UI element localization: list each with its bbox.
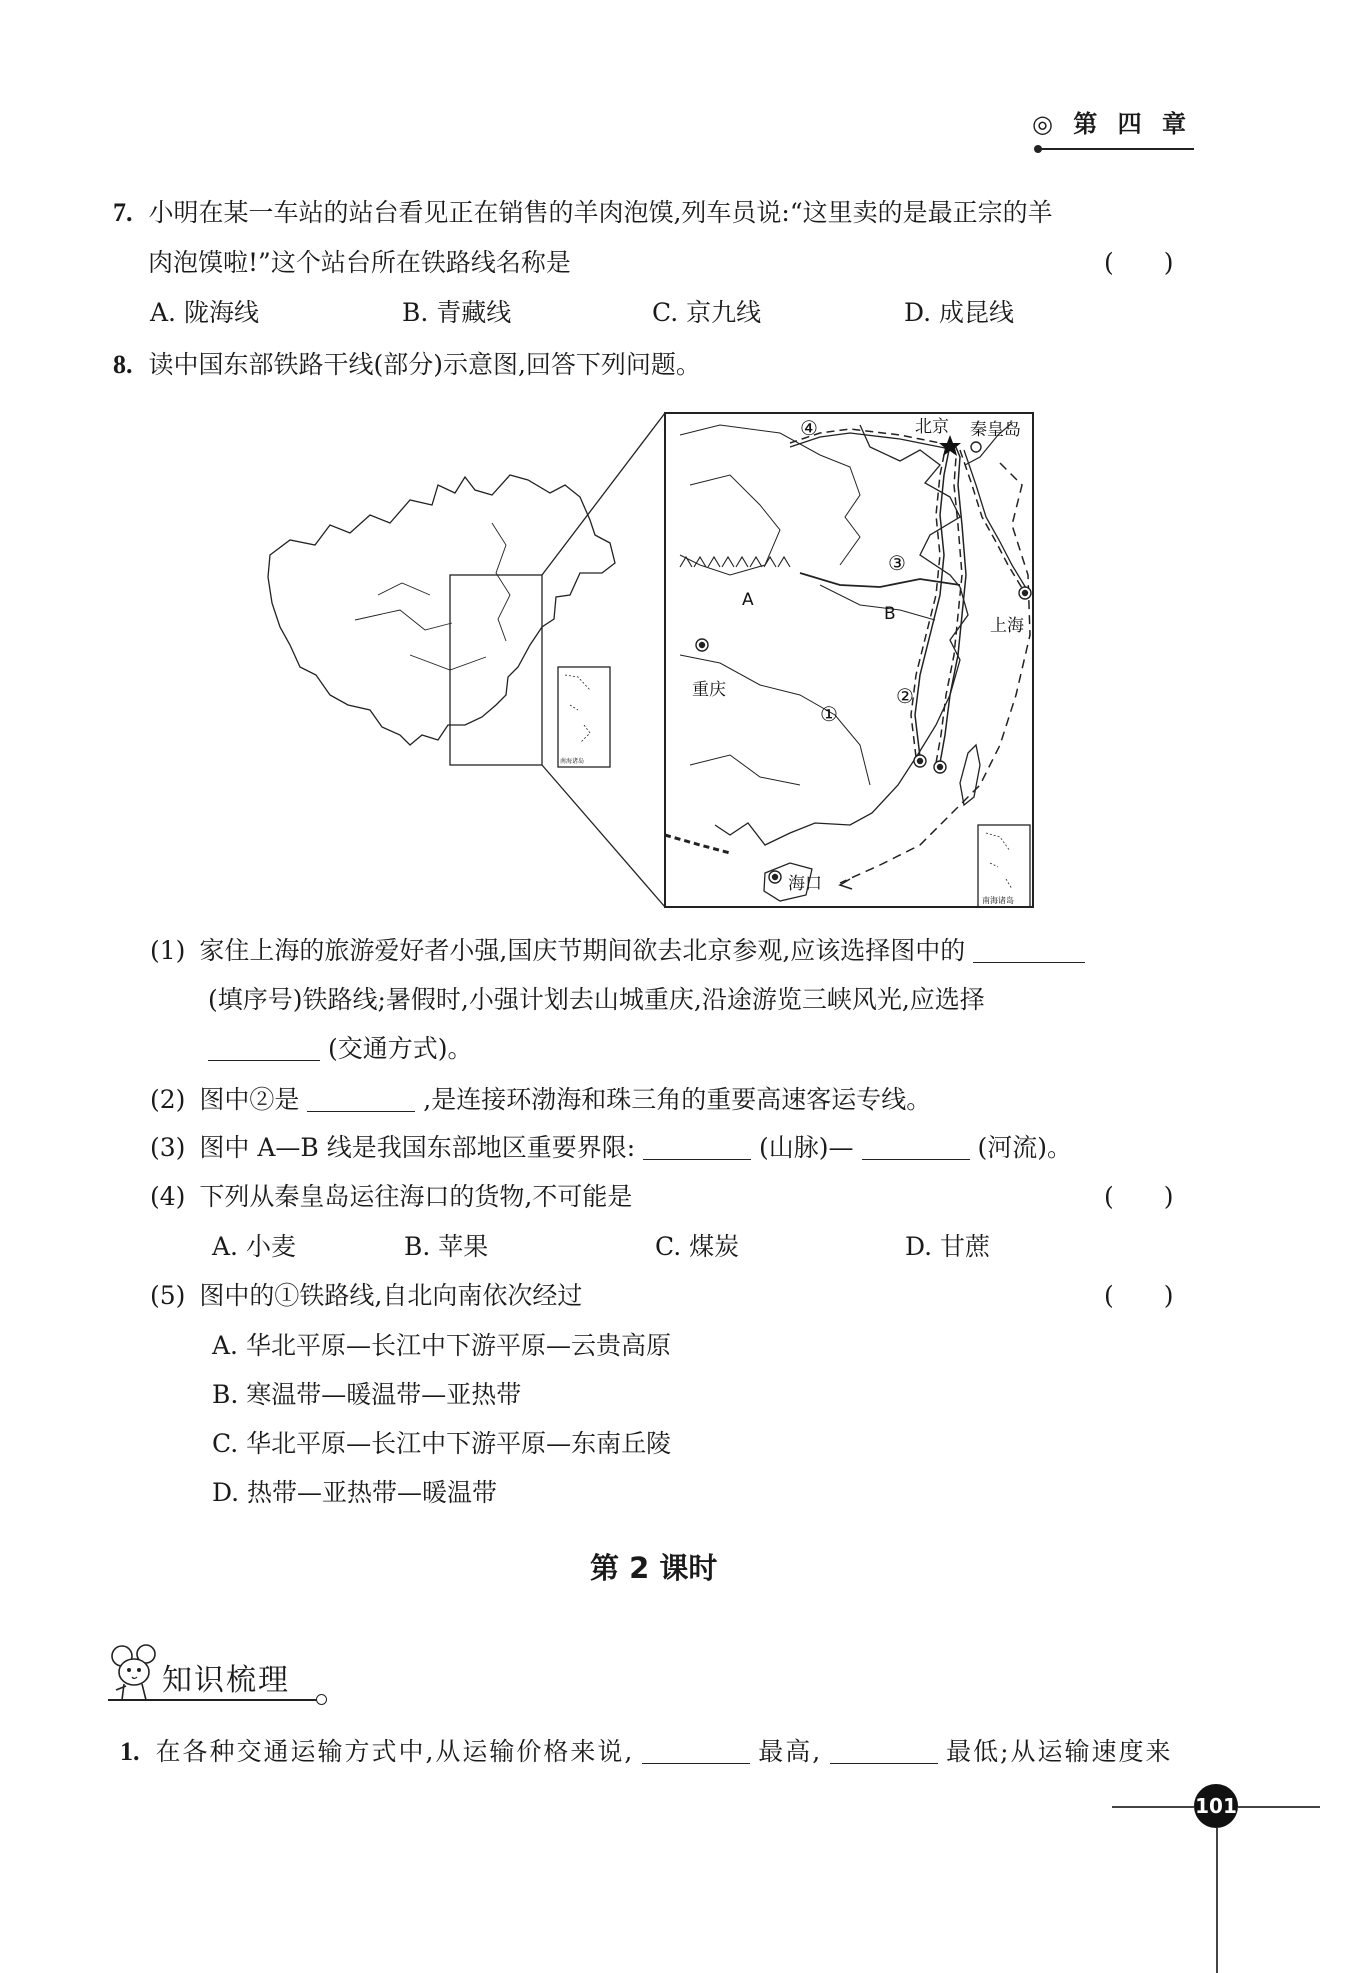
coastal-shipping-route bbox=[840, 463, 1030, 883]
q8-sub5-option-c: C. 华北平原—长江中下游平原—东南丘陵 bbox=[212, 1429, 672, 1458]
q8-sub5-num: (5) bbox=[150, 1281, 186, 1310]
q8-sub4-option-a: A. 小麦 bbox=[212, 1232, 296, 1261]
q8-sub4-option-b: B. 苹果 bbox=[404, 1232, 489, 1261]
map-label-b: B bbox=[884, 604, 896, 624]
q8-sub2-line bbox=[150, 1085, 931, 1115]
q8-sub1-text1: 家住上海的旅游爱好者小强,国庆节期间欲去北京参观,应该选择图中的 bbox=[199, 936, 966, 965]
q8-sub5-line bbox=[150, 1281, 582, 1311]
section-rule bbox=[108, 1699, 318, 1701]
q8-number: 8. bbox=[113, 350, 133, 379]
map-label-chongqing: 重庆 bbox=[692, 680, 726, 700]
q8-sub3-line bbox=[150, 1133, 1072, 1163]
q7-number: 7. bbox=[113, 198, 133, 227]
q8-sub2-blank[interactable] bbox=[307, 1085, 415, 1112]
map-label-inset-zoomed: 南海诸岛 bbox=[982, 896, 1014, 905]
q8-sub1-line3 bbox=[208, 1034, 472, 1064]
q8-sub1-text2: (填序号)铁路线;暑假时,小强计划去山城重庆,沿途游览三峡风光,应选择 bbox=[208, 985, 985, 1014]
map-label-railway-1: ① bbox=[820, 702, 838, 726]
chapter-header: ◎ 第 四 章 bbox=[1031, 110, 1192, 138]
k1-text-b: 最高, bbox=[758, 1737, 823, 1766]
q7-text-line2: 肉泡馍啦!”这个站台所在铁路线名称是 bbox=[148, 248, 571, 277]
map-label-haikou: 海口 bbox=[788, 874, 822, 894]
qinling-huaihe-line bbox=[800, 573, 960, 587]
page-rule-right bbox=[1238, 1806, 1320, 1808]
mouse-mascot-icon bbox=[106, 1642, 166, 1704]
section-title: 知识梳理 bbox=[162, 1663, 290, 1698]
q8-sub5-text: 图中的①铁路线,自北向南依次经过 bbox=[199, 1281, 583, 1310]
lesson-title: 第 2 课时 bbox=[590, 1551, 718, 1585]
q8-sub3-blank-river[interactable] bbox=[862, 1133, 970, 1160]
q7-option-b: B. 青藏线 bbox=[402, 298, 512, 327]
page-rule-vertical bbox=[1216, 1828, 1218, 1973]
map-highlight-rect bbox=[450, 575, 542, 765]
q8-sub4-paren: ( ) bbox=[1104, 1182, 1174, 1211]
q8-sub1-blank1[interactable] bbox=[973, 936, 1085, 963]
q8-sub5-paren: ( ) bbox=[1104, 1281, 1174, 1310]
q8-sub3-text-b: (山脉)— bbox=[759, 1133, 854, 1162]
q8-sub2-text-b: ,是连接环渤海和珠三角的重要高速客运专线。 bbox=[423, 1085, 932, 1114]
q7-option-d: D. 成昆线 bbox=[904, 298, 1015, 327]
q7-answer-paren: ( ) bbox=[1104, 248, 1174, 277]
q8-sub2-text-a: 图中②是 bbox=[199, 1085, 300, 1114]
map-label-beijing: 北京 bbox=[915, 417, 949, 437]
map-label-qinhuangdao: 秦皇岛 bbox=[970, 420, 1021, 440]
q8-sub5-option-d: D. 热带—亚热带—暖温带 bbox=[212, 1478, 498, 1507]
q8-sub1-line1 bbox=[150, 936, 1085, 966]
section-dot bbox=[316, 1694, 327, 1705]
map-label-railway-3: ③ bbox=[888, 551, 906, 575]
k1-number: 1. bbox=[120, 1737, 140, 1766]
q8-sub1-text3: (交通方式)。 bbox=[327, 1034, 473, 1063]
q8-stem: 读中国东部铁路干线(部分)示意图,回答下列问题。 bbox=[148, 350, 701, 379]
map-label-railway-2: ② bbox=[896, 684, 914, 708]
q8-sub2-num: (2) bbox=[150, 1085, 186, 1114]
q8-sub4-text: 下列从秦皇岛运往海口的货物,不可能是 bbox=[199, 1182, 633, 1211]
page-number: 101 bbox=[1194, 1784, 1238, 1828]
header-rule bbox=[1040, 148, 1194, 150]
china-outline bbox=[268, 475, 615, 745]
q8-sub3-blank-mountain[interactable] bbox=[643, 1133, 751, 1160]
k1-text-c: 最低;从运输速度来 bbox=[946, 1737, 1173, 1766]
small-inset-box bbox=[558, 667, 610, 767]
k1-blank-lowest[interactable] bbox=[830, 1737, 938, 1764]
q8-sub4-line bbox=[150, 1182, 632, 1212]
q8-sub3-text-c: (河流)。 bbox=[977, 1133, 1072, 1162]
q8-sub4-num: (4) bbox=[150, 1182, 186, 1211]
q8-sub1-blank2[interactable] bbox=[208, 1034, 320, 1061]
map-label-railway-4: ④ bbox=[800, 416, 818, 440]
q8-stem-line bbox=[113, 350, 701, 380]
q7-option-a: A. 陇海线 bbox=[150, 298, 259, 327]
map-label-shanghai: 上海 bbox=[990, 616, 1024, 636]
q8-sub4-option-d: D. 甘蔗 bbox=[905, 1232, 991, 1261]
map-label-inset-small: 南海诸岛 bbox=[560, 758, 585, 765]
k1-text-a: 在各种交通运输方式中,从运输价格来说, bbox=[155, 1737, 635, 1766]
q8-sub5-option-a: A. 华北平原—长江中下游平原—云贵高原 bbox=[212, 1331, 671, 1360]
q8-sub3-text-a: 图中 A—B 线是我国东部地区重要界限: bbox=[199, 1133, 636, 1162]
q7-line1 bbox=[113, 198, 1053, 228]
railway-1 bbox=[911, 445, 966, 763]
q8-sub3-num: (3) bbox=[150, 1133, 186, 1162]
q8-sub5-option-b: B. 寒温带—暖温带—亚热带 bbox=[212, 1380, 522, 1409]
q8-sub1-num: (1) bbox=[150, 936, 186, 965]
q7-text-line1: 小明在某一车站的站台看见正在销售的羊肉泡馍,列车员说:“这里卖的是最正宗的羊 bbox=[148, 198, 1053, 227]
k1-blank-highest[interactable] bbox=[642, 1737, 750, 1764]
page-rule-left bbox=[1112, 1806, 1194, 1808]
mountain-symbols bbox=[680, 557, 790, 567]
map-label-a: A bbox=[742, 590, 754, 610]
q7-option-c: C. 京九线 bbox=[652, 298, 762, 327]
qinhuangdao-dot bbox=[971, 442, 981, 452]
k1-line bbox=[120, 1737, 1173, 1767]
zoomed-inset-box bbox=[978, 825, 1030, 907]
railway-map-figure bbox=[260, 405, 1040, 915]
q8-sub4-option-c: C. 煤炭 bbox=[655, 1232, 740, 1261]
